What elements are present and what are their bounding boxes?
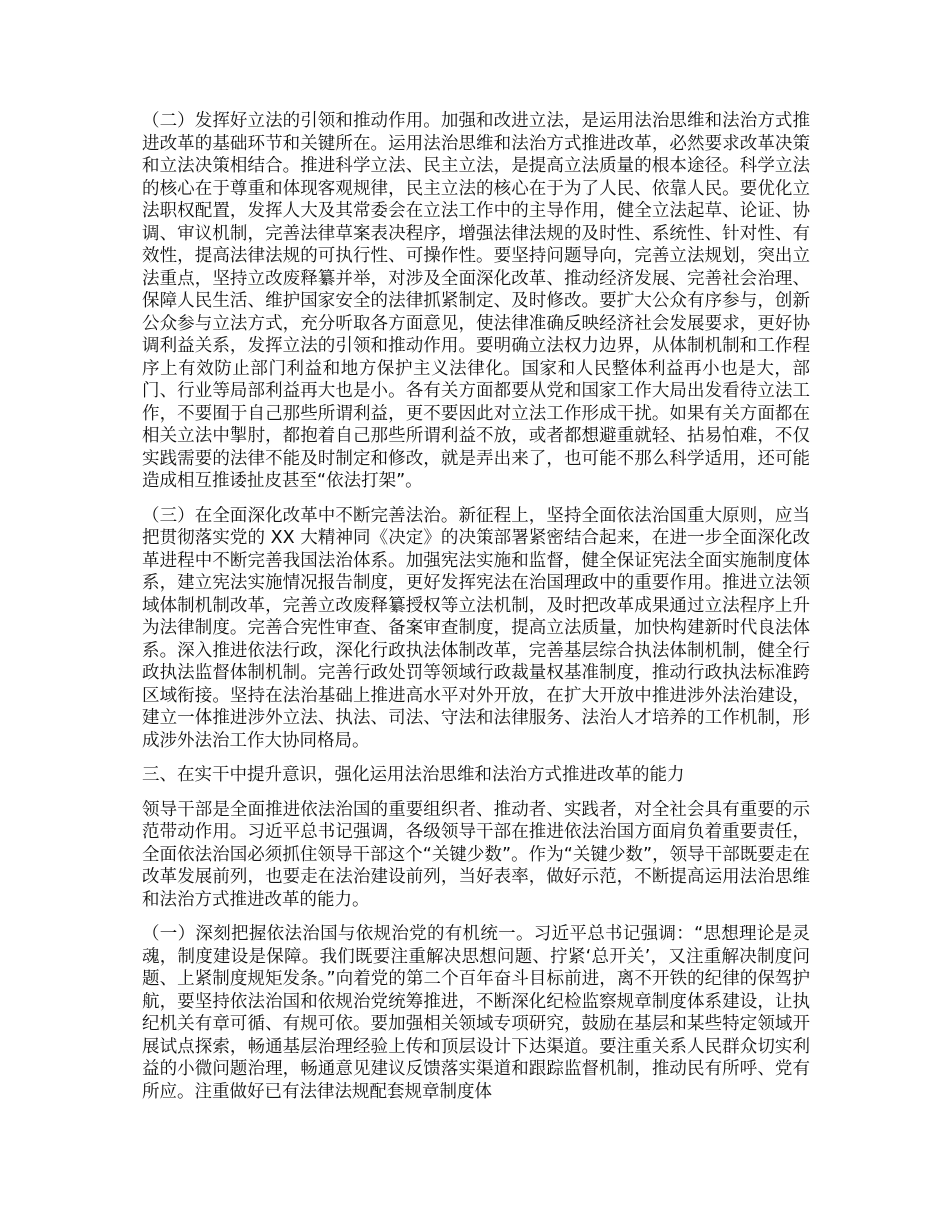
paragraph-leading-cadres: 领导干部是全面推进依法治国的重要组织者、推动者、实践者，对全社会具有重要的示范带动作用。习近平总书记强调，各级领导干部在推进依法治国方面肩负着重要责任，全面依法治国必须抓住领导干部这个“关键少数”。作为“关键少数”，领导干部既要走在改革发展前列，也要走在法治建设前列，当好表率，做好示范，不断提高运用法治思维和法治方式推进改革的能力。 (142, 799, 810, 910)
paragraph-improve-rule-of-law: （三）在全面深化改革中不断完善法治。新征程上，坚持全面依法治国重大原则，应当把贯彻落实党的 XX 大精神同《决定》的决策部署紧密结合起来，在进一步全面深化改革进程中不断完善我国法治体系。加强宪法实施和监督，健全保证宪法全面实施制度体系，建立宪法实施情况报告制度，更好发挥宪法在治国理政中的重要作用。推进立法领域体制机制改革，完善立改废释纂授权等立法机制，及时把改革成果通过立法程序上升为法律制度。完善合宪性审查、备案审查制度，提高立法质量，加快构建新时代良法体系。深入推进依法行政，深化行政执法体制改革，完善基层综合执法体制机制，健全行政执法监督体制机制。完善行政处罚等领域行政裁量权基准制度，推动行政执法标准跨区域衔接。坚持在法治基础上推进高水平对外开放，在扩大开放中推进涉外法治建设，建立一体推进涉外立法、执法、司法、守法和法律服务、法治人才培养的工作机制，形成涉外法治工作大协同格局。 (142, 505, 810, 751)
document-page (142, 110, 810, 1115)
section-heading-three: 三、在实干中提升意识，强化运用法治思维和法治方式推进改革的能力 (142, 765, 685, 785)
paragraph-legislation-leading-role: （二）发挥好立法的引领和推动作用。加强和改进立法，是运用法治思维和法治方式推进改革的基础环节和关键所在。运用法治思维和法治方式推进改革，必然要求改革决策和立法决策相结合。推进科学立法、民主立法，是提高立法质量的根本途径。科学立法的核心在于尊重和体现客观规律，民主立法的核心在于为了人民、依靠人民。要优化立法职权配置，发挥人大及其常委会在立法工作中的主导作用，健全立法起草、论证、协调、审议机制，完善法律草案表决程序，增强法律法规的及时性、系统性、针对性、有效性，提高法律法规的可执行性、可操作性。要坚持问题导向，完善立法规划，突出立法重点，坚持立改废释纂并举，对涉及全面深化改革、推动经济发展、完善社会治理、保障人民生活、维护国家安全的法律抓紧制定、及时修改。要扩大公众有序参与，创新公众参与立法方式，充分听取各方面意见，使法律准确反映经济社会发展要求，更好协调利益关系，发挥立法的引领和推动作用。要明确立法权力边界，从体制机制和工作程序上有效防止部门利益和地方保护主义法律化。国家和人民整体利益再小也是大，部门、行业等局部利益再大也是小。各有关方面都要从党和国家工作大局出发看待立法工作，不要囿于自己那些所谓利益，更不要因此对立法工作形成干扰。如果有关方面都在相关立法中掣肘，都抱着自己那些所谓利益不放，或者都想避重就轻、拈易怕难，不仅实践需要的法律不能及时制定和修改，就是弄出来了，也可能不那么科学适用，还可能造成相互推诿扯皮甚至“依法打架”。 (142, 111, 810, 491)
paragraph-rule-by-law-and-party-regulations: （一）深刻把握依法治国与依规治党的有机统一。习近平总书记强调：“思想理论是灵魂，制度建设是保障。我们既要注重解决思想问题、拧紧‘总开关’，又注重解决制度问题、上紧制度规矩发条。”向着党的第二个百年奋斗目标前进，离不开铁的纪律的保驾护航，要坚持依法治国和依规治党统筹推进，不断深化纪检监察规章制度体系建设，让执纪机关有章可循、有规可依。要加强相关领域专项研究，鼓励在基层和某些特定领域开展试点探索，畅通基层治理经验上传和顶层设计下达渠道。要注重关系人民群众切实利益的小微问题治理，畅通意见建议反馈落实渠道和跟踪监督机制，推动民有所呼、党有所应。注重做好已有法律法规配套规章制度体 (142, 924, 810, 1102)
